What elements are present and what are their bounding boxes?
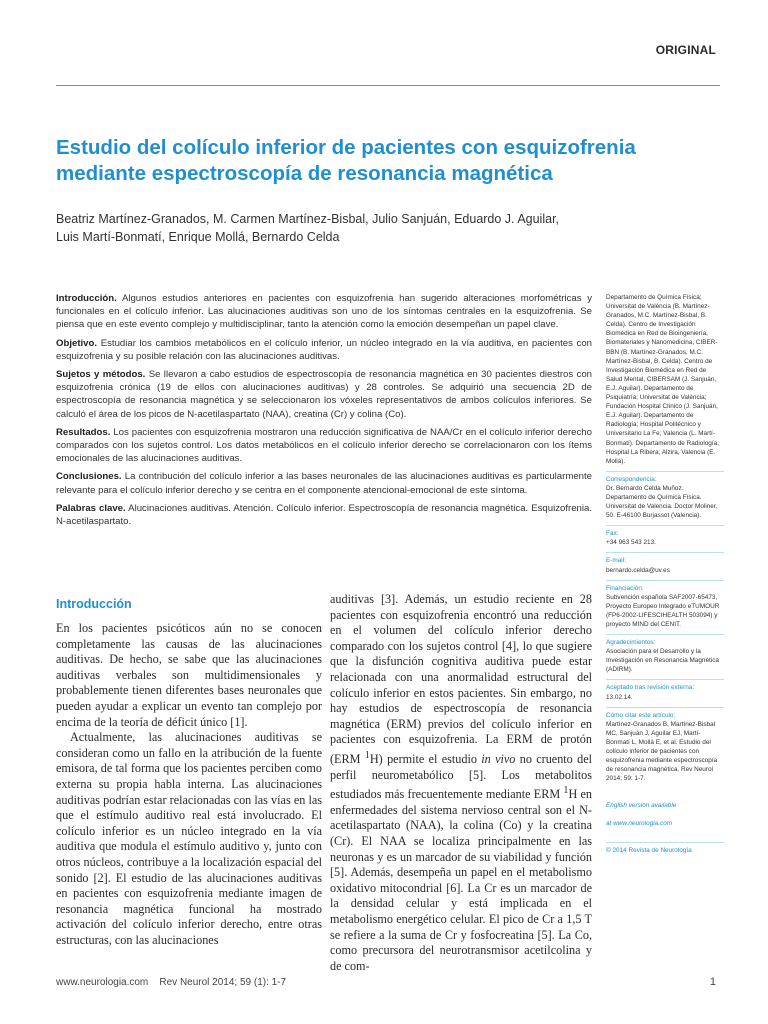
body-paragraph (330, 592, 592, 974)
abstract-conclusiones (56, 470, 592, 496)
body-text: no cruento del perfil neurometabólico [5]. Los metabolitos estudiados más frecuentemente mediante ERM (330, 752, 592, 802)
abstract-label: Resultados. (56, 426, 111, 438)
abstract-resultados (56, 426, 592, 466)
sidebar-divider (606, 707, 724, 708)
body-paragraph: Actualmente, las alucinaciones auditivas se consideran como un fallo en la atribución de la fuente emisora, de tal forma que los pacientes perciben como externa su propia habla interna. Las alucinaciones auditivas podrían estar relacionadas con las vías en las que el estímulo auditivo real está involucrado. El colículo inferior es un núcleo integrado en la vía auditiva que modula el estímulo auditivo y, junto con otros núcleos, contribuye a la localización espacial del sonido [2]. El estudio de las alucinaciones auditivas en pacientes con esquizofrenia mediante imagen de resonancia magnética funcional ha mostrado activación del colículo inferior derecho, entre otras estructuras, con las alucinaciones (56, 730, 322, 947)
section-label: ORIGINAL (655, 43, 716, 57)
sidebar-divider (606, 679, 724, 680)
abstract-introduccion (56, 292, 592, 332)
sidebar-divider (606, 842, 724, 843)
section-heading-introduccion: Introducción (56, 597, 132, 611)
abstract-label: Sujetos y métodos. (56, 369, 146, 381)
fax-text: +34 963 543 213. (606, 539, 656, 547)
abstract-text: La contribución del colículo inferior a las bases neuronales de las alucinaciones auditivas es particularmente relevante para el colículo inferior derecho y se centra en el componente atencional-emocional de este síntoma. (56, 471, 592, 496)
abstract-text: Estudiar los cambios metabólicos en el colículo inferior, un núcleo integrado en la vía auditiva, en pacientes con esquizofrenia y su posible relación con las alucinaciones auditivas. (56, 337, 593, 362)
abstract-label: Conclusiones. (56, 471, 122, 483)
sidebar-divider (606, 471, 724, 472)
sidebar-divider (606, 552, 724, 553)
authors-line-1: Beatriz Martínez-Granados, M. Carmen Martínez-Bisbal, Julio Sanjuán, Eduardo J. Aguilar, (56, 212, 560, 226)
abstract-text: Se llevaron a cabo estudios de espectroscopía de resonancia magnética en 30 pacientes diestros con esquizofrenia crónica (19 de ellos con alucinaciones auditivas) y 28 controles. Se adquirió una secuencia 2D de espectroscopía de resonancia magnética y se seleccionaron los vóxeles representativos de ambos colículos inferiores. Se calculó el área de los picos de N-acetilaspartato (NAA), creatina (Cr) y colina (Co). (56, 369, 593, 420)
abstract-text: Alucinaciones auditivas. Atención. Colículo inferior. Espectroscopía de resonancia magnética. Esquizofrenia. N-acetilaspartato. (56, 502, 593, 528)
english-version-note (606, 791, 724, 836)
body-column-left (56, 621, 322, 948)
english-version-link[interactable]: at www.neurologia.com (606, 819, 673, 827)
affiliations: Departamento de Química Física; Universitat de València (B. Martínez-Granados, M.C. Martínez-Bisbal, B. Celda). Centro de Investigación Biomédica en Red de Bioingeniería, Biomateriales y Nanomedicina, CIBER-BBN (B. Martínez-Granados, M.C. Martínez-Bisbal, B. Celda). Centro de Investigación Biomédica en Red de Salud Mental, CIBERSAM (J. Sanjuán, E.J. Aguilar). Departamento de Psiquiatría; Universitat de València; Fundación Hospital Clínico (J. Sanjuán, E.J. Aguilar). Departamento de Radiología; Hospital Politécnico y Universitario La Fe; Valencia (L. Martí-Bonmatí). Departamento de Radiología; Hospital La Ribera; Alzira, Valencia (E. Mollá). (606, 294, 719, 465)
english-version-line-1: English version available (606, 801, 677, 809)
sidebar-divider (606, 580, 724, 581)
correspondence-label: Correspondencia: (606, 475, 657, 483)
citation-label: Cómo citar este artículo: (606, 711, 676, 719)
body-column-right (330, 592, 592, 974)
email-link[interactable]: bernardo.celda@uv.es (606, 566, 670, 574)
abstract (56, 292, 592, 533)
footer-citation: www.neurologia.com Rev Neurol 2014; 59 (1): 1-7 (56, 977, 287, 988)
funding-text: Subvención española SAF2007-65473, Proyecto Europeo Integrado eTUMOUR (FP6-2002-LIFESCIHEALTH 503094) y proyecto MIND del CENIT. (606, 593, 720, 628)
acknowledgements-label: Agradecimientos: (606, 639, 656, 647)
abstract-label: Objetivo. (56, 337, 98, 349)
fax-label: Fax: (606, 530, 619, 538)
italic-term: in vivo (481, 752, 516, 766)
superscript: 1 (563, 785, 569, 797)
body-text: H) permite el estudio (369, 752, 482, 766)
article-sidebar (606, 293, 724, 855)
email-label: E-mail: (606, 557, 626, 565)
body-text: H en enfermedades del sistema nervioso central son el N-acetilaspartato (NAA), la colina (Co) y la creatina (Cr). El NAA se localiza principalmente en las neuronas y es un marcador de su viabilidad y función [5]. Además, desempeña un papel en el metabolismo oxidativo mitocondrial [6]. La Cr es un marcador de la densidad celular y está implicada en el metabolismo energético celular. El pico de Cr a 1,5 T se refiere a la suma de Cr y fosfocreatina [5]. La Co, como precursora del neurotransmisor acetilcolina y de com- (330, 787, 592, 973)
author-list (56, 210, 576, 246)
header-divider (56, 85, 720, 86)
abstract-text: Los pacientes con esquizofrenia mostraron una reducción significativa de NAA/Cr en el colículo inferior derecho comparados con los sujetos control. Los datos metabólicos en el colículo inferior derecho se correlacionaron con los ítems emocionales de las alucinaciones auditivas. (56, 426, 592, 465)
accepted-label: Aceptado tras revisión externa: (606, 684, 695, 692)
abstract-sujetos (56, 368, 592, 421)
accepted-date: 13.02.14. (606, 693, 633, 701)
sidebar-divider (606, 525, 724, 526)
funding-label: Financiación: (606, 584, 644, 592)
citation-text: Martínez-Granados B, Martínez-Bisbal MC, Sanjuán J, Aguilar EJ, Martí-Bonmatí L, Mollá E, et al. Estudio del colículo inferior de pacientes con esquizofrenia mediante espectroscopía de resonancia magnética. Rev Neurol 2014; 59: 1-7. (606, 720, 718, 783)
superscript: 1 (364, 749, 370, 761)
body-paragraph: En los pacientes psicóticos aún no se conocen completamente las causas de las alucinaciones auditivas. De hecho, se sabe que las alucinaciones auditivas verbales son multidimensionales y probablemente tienen diferentes bases neuronales que pueden ayudar a explicar un evento tan complejo por encima de la teoría de déficit único [1]. (56, 621, 322, 729)
abstract-label: Introducción. (56, 293, 117, 304)
abstract-palabras-clave (56, 502, 592, 528)
abstract-objetivo (56, 337, 592, 363)
authors-line-2: Luis Martí-Bonmatí, Enrique Mollá, Bernardo Celda (56, 230, 340, 244)
page-number: 1 (709, 976, 716, 988)
body-text: auditivas [3]. Además, un estudio reciente en 28 pacientes con esquizofrenia encontró una reducción en el volumen del colículo inferior derecho comparado con los sujetos control [4], lo que sugiere que la disfunción cognitiva auditiva puede estar relacionada con una anormalidad estructural del colículo inferior en estos pacientes. Sin embargo, no hay estudios de espectroscopía de resonancia magnética (ERM) previos del colículo inferior en pacientes con esquizofrenia. La ERM de protón (ERM (330, 592, 592, 766)
acknowledgements-text: Asociación para el Desarrollo y la Investigación en Resonancia Magnética (ADIRM). (606, 648, 719, 674)
abstract-label: Palabras clave. (56, 502, 126, 514)
sidebar-divider (606, 634, 724, 635)
abstract-text: Algunos estudios anteriores en pacientes con esquizofrenia han sugerido alteraciones morfométricas y funcionales en el colículo inferior. Las alucinaciones auditivas son uno de los síntomas centrales en la esquizofrenia. Se piensa que en este evento complejo y multidisciplinar, tanto la atención como la emoción desempeñan un papel clave. (56, 293, 593, 331)
article-title: Estudio del colículo inferior de pacientes con esquizofrenia mediante espectroscopía de resonancia magnética (56, 136, 636, 185)
correspondence-text: Dr. Bernardo Celda Muñoz. Departamento de Química Física. Universitat de Valencia. Doctor Moliner, 50. E-46100 Burjassot (Valencia). (606, 484, 718, 520)
copyright: © 2014 Revista de Neurología (606, 846, 692, 854)
